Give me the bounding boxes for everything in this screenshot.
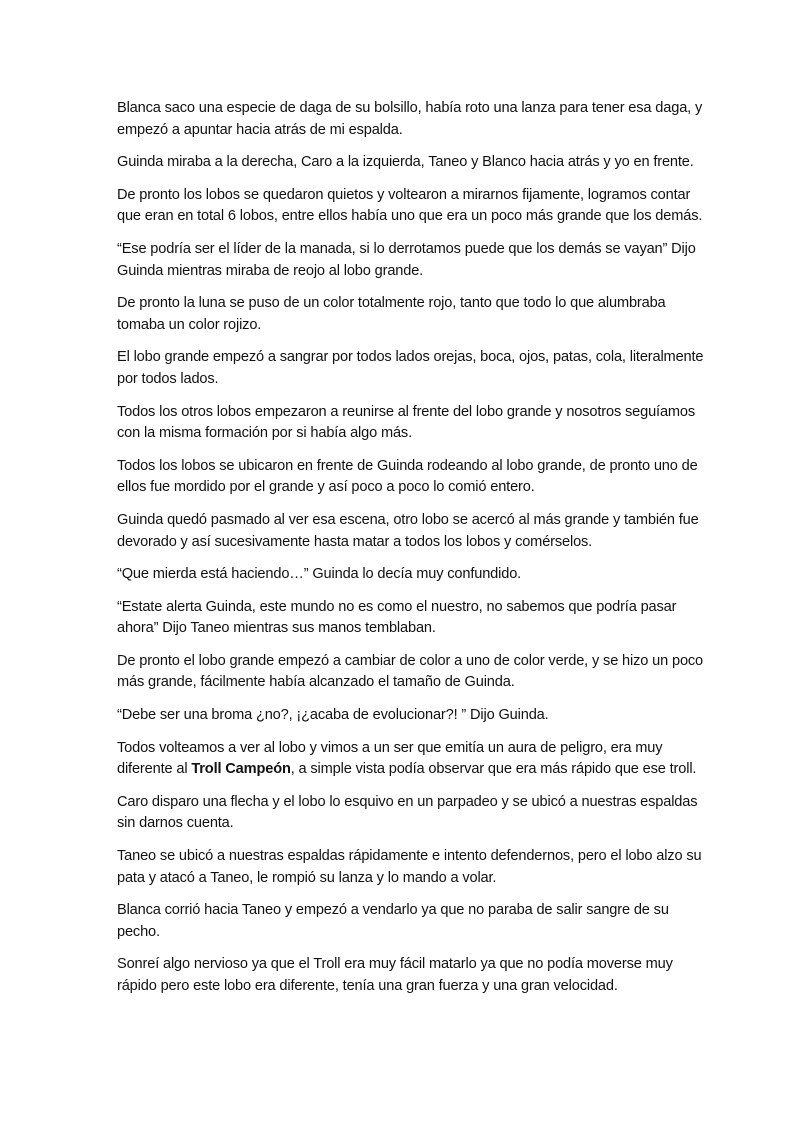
paragraph: De pronto la luna se puso de un color totalmente rojo, tanto que todo lo que alumbraba tomaba un color rojizo. bbox=[117, 295, 666, 333]
paragraph: Guinda quedó pasmado al ver esa escena, otro lobo se acercó al más grande y también fue devorado y así sucesivamente hasta matar a todos los lobos y comérselos. bbox=[117, 511, 699, 550]
paragraph: El lobo grande empezó a sangrar por todos lados orejas, boca, ojos, patas, cola, literalmente por todos lados. bbox=[117, 349, 704, 387]
paragraph: “Debe ser una broma ¿no?, ¡¿acaba de evolucionar?! ” Dijo Guinda. bbox=[117, 707, 549, 724]
paragraph: Caro disparo una flecha y el lobo lo esquivo en un parpadeo y se ubicó a nuestras espaldas sin darnos cuenta. bbox=[117, 793, 698, 832]
paragraph-text: , a simple vista podía observar que era más rápido que ese troll. bbox=[290, 761, 697, 778]
paragraph: Taneo se ubicó a nuestras espaldas rápidamente e intento defendernos, pero el lobo alzo su pata y atacó a Taneo, le rompió su lanza y lo mando a volar. bbox=[117, 848, 702, 886]
paragraph: Guinda miraba a la derecha, Caro a la izquierda, Taneo y Blanco hacia atrás y yo en frente. bbox=[117, 154, 694, 171]
paragraph-text: Todos volteamos a ver al lobo y vimos a un ser que emitía un aura de peligro, era muy diferente al bbox=[117, 739, 663, 778]
paragraph: De pronto el lobo grande empezó a cambiar de color a uno de color verde, y se hizo un poco más grande, fácilmente había alcanzado el tamaño de Guinda. bbox=[117, 652, 704, 691]
bold-name-troll-campeon: Troll Campeón bbox=[191, 761, 291, 778]
paragraph: “Que mierda está haciendo…” Guinda lo decía muy confundido. bbox=[117, 566, 522, 583]
paragraph: “Estate alerta Guinda, este mundo no es como el nuestro, no sabemos que podría pasar ahora” Dijo Taneo mientras sus manos temblaban. bbox=[117, 598, 677, 637]
paragraph: Todos los lobos se ubicaron en frente de Guinda rodeando al lobo grande, de pronto uno de ellos fue mordido por el grande y así poco a poco lo comió entero. bbox=[117, 457, 698, 496]
paragraph: Todos los otros lobos empezaron a reunirse al frente del lobo grande y nosotros seguíamos con la misma formación por si había algo más. bbox=[117, 403, 696, 442]
paragraph: De pronto los lobos se quedaron quietos y voltearon a mirarnos fijamente, logramos contar que eran en total 6 lobos, entre ellos había uno que era un poco más grande que los demás. bbox=[117, 186, 703, 225]
paragraph-troll bbox=[117, 738, 709, 781]
paragraph: Sonreí algo nervioso ya que el Troll era muy fácil matarlo ya que no podía moverse muy rápido pero este lobo era diferente, tenía una gran fuerza y una gran velocidad. bbox=[117, 956, 673, 994]
paragraph: Blanca corrió hacia Taneo y empezó a vendarlo ya que no paraba de salir sangre de su pecho. bbox=[117, 902, 669, 940]
paragraph: “Ese podría ser el líder de la manada, si lo derrotamos puede que los demás se vayan” Dijo Guinda mientras miraba de reojo al lobo grande. bbox=[117, 240, 696, 279]
document-page bbox=[117, 98, 709, 1009]
paragraph: Blanca saco una especie de daga de su bolsillo, había roto una lanza para tener esa daga, y empezó a apuntar hacia atrás de mi espalda. bbox=[117, 100, 703, 138]
